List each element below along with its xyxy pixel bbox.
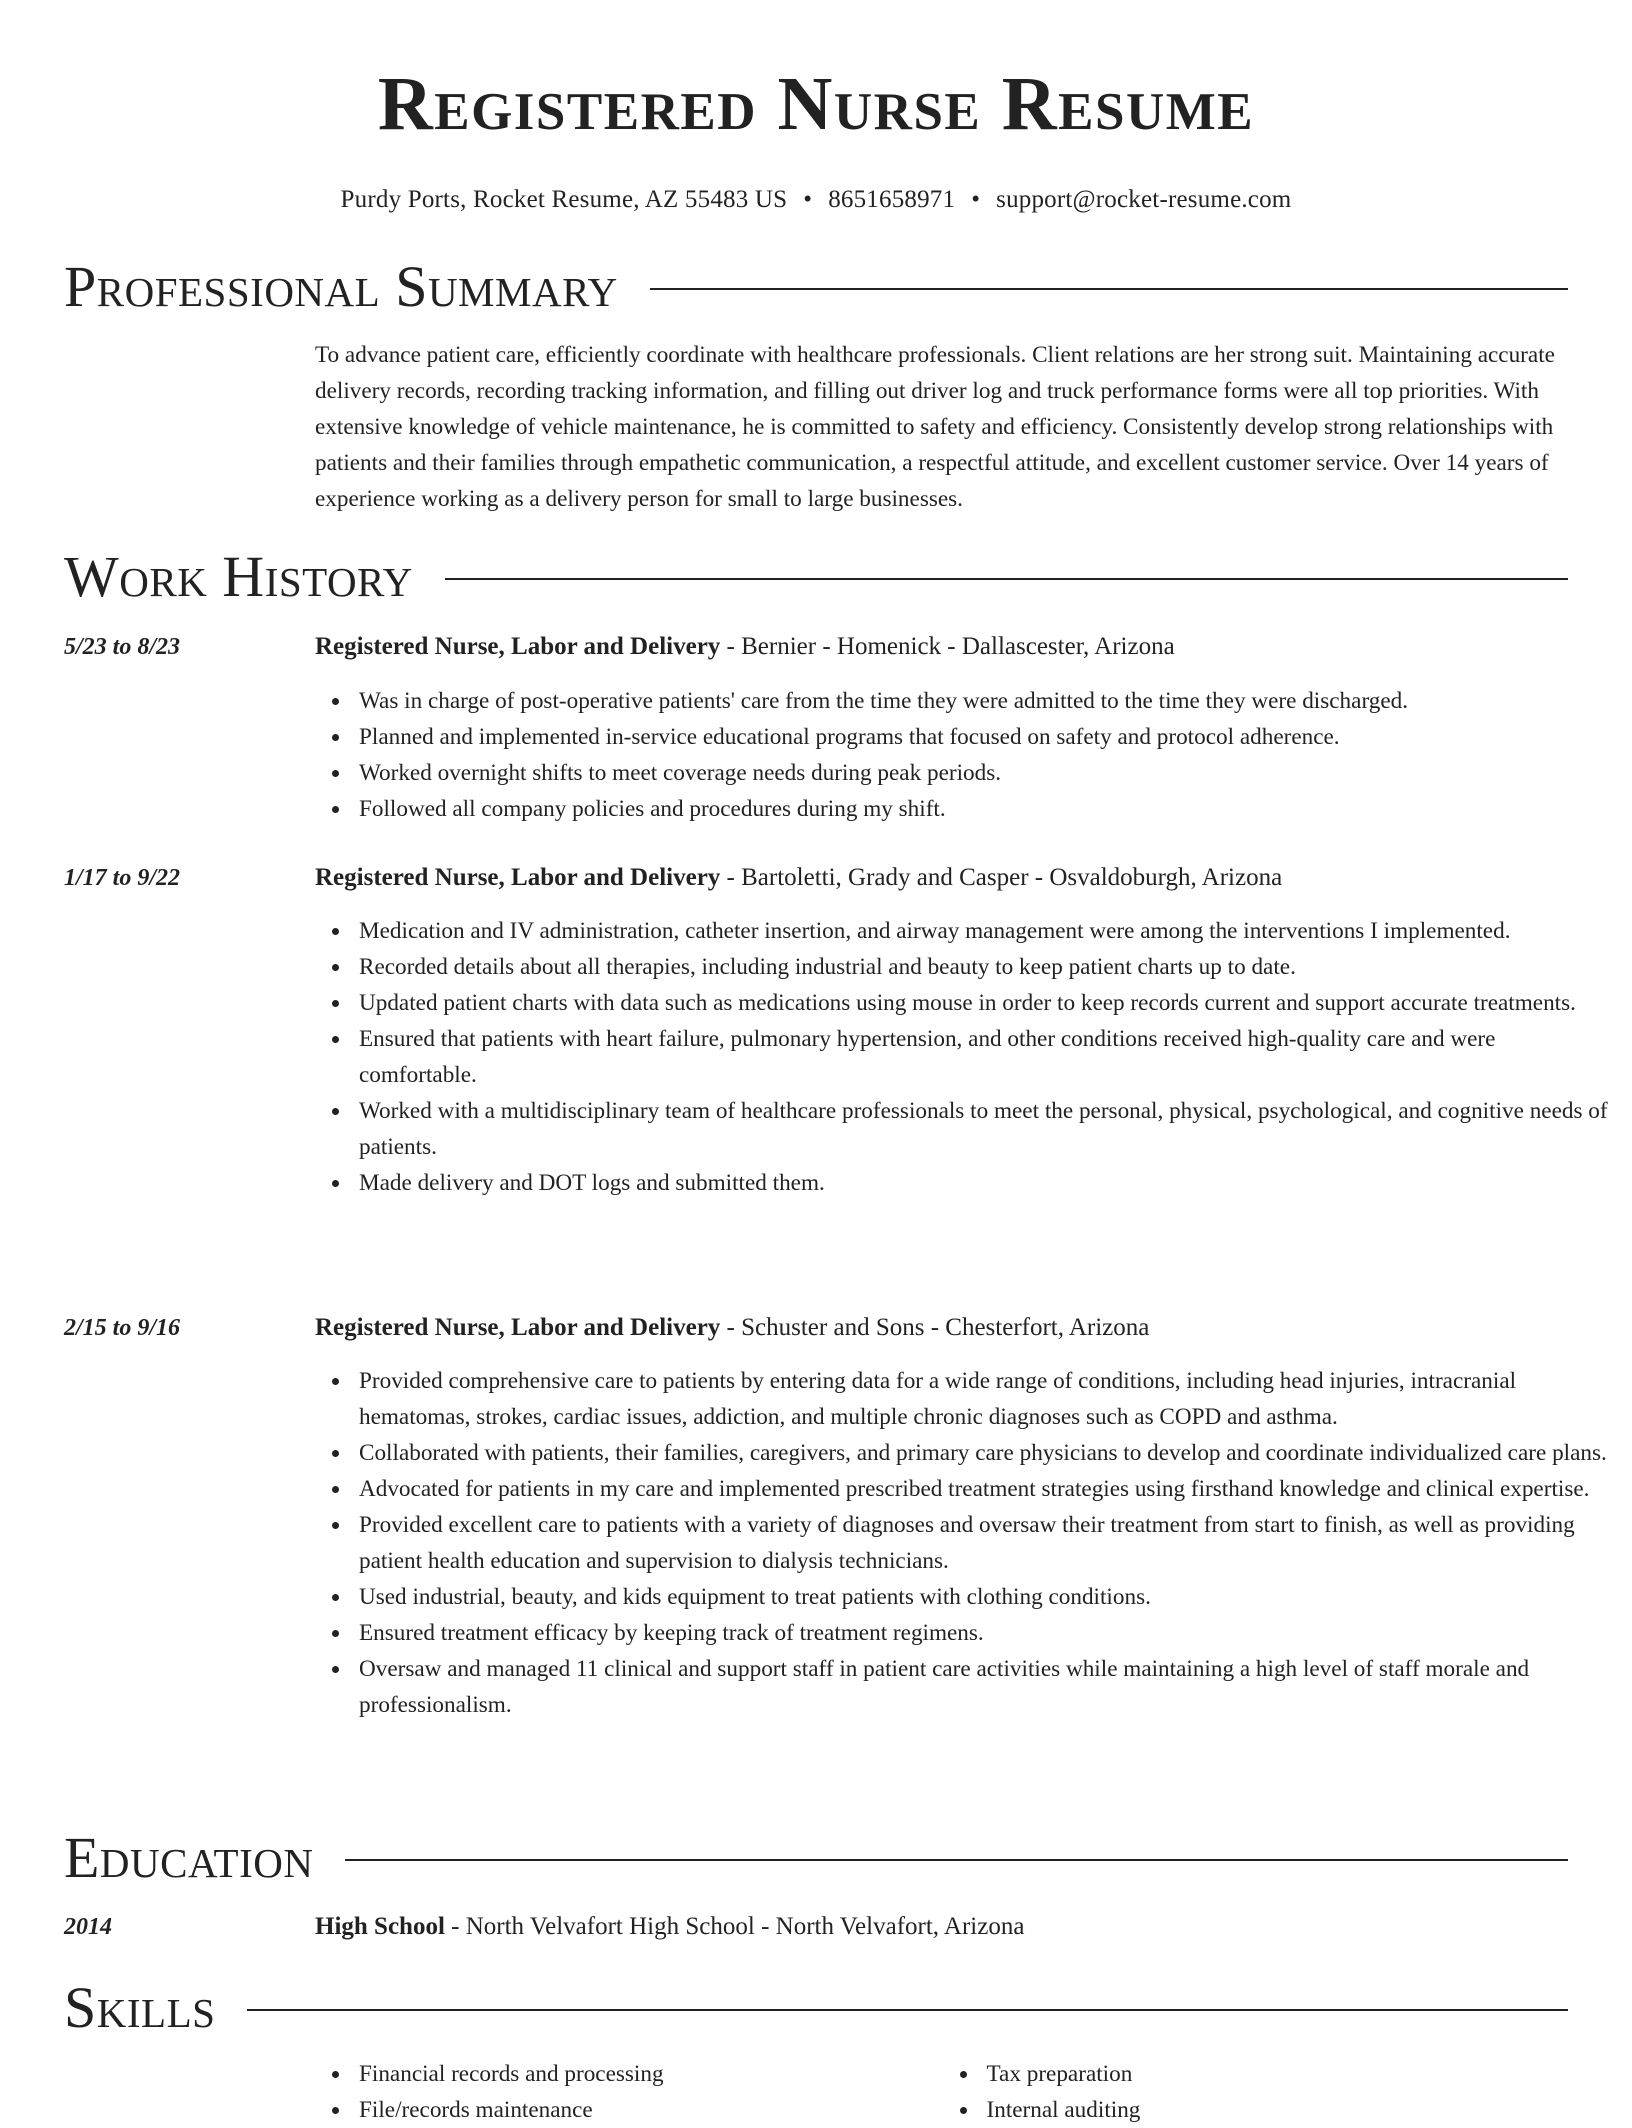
resume-header [0, 58, 1632, 216]
contact-separator: • [803, 186, 813, 213]
list-item: Made delivery and DOT logs and submitted them. [359, 1165, 1614, 1201]
education-year: 2014 [64, 1914, 112, 1940]
list-item: Followed all company policies and procedures during my shift. [359, 791, 1614, 827]
skills-column-left [315, 2056, 943, 2128]
list-item: Financial records and processing [359, 2056, 943, 2092]
job-dates: 1/17 to 9/22 [64, 865, 181, 891]
section-divider [247, 2009, 1568, 2011]
section-divider [345, 1859, 1568, 1861]
education-section-title: Education [64, 1825, 314, 1890]
list-item: Provided comprehensive care to patients by entering data for a wide range of conditions, including head injuries, intracranial hematomas, strokes, cardiac issues, addiction, and multiple chronic diagnoses such as COPD and asthma. [359, 1363, 1614, 1435]
list-item: Planned and implemented in-service educational programs that focused on safety and protocol adherence. [359, 719, 1614, 755]
job-heading [315, 631, 1175, 663]
list-item: Worked overnight shifts to meet coverage needs during peak periods. [359, 755, 1614, 791]
contact-phone: 8651658971 [828, 186, 956, 213]
section-divider [650, 288, 1568, 290]
education-degree: High School [315, 1913, 445, 1940]
work-section-header [64, 542, 1568, 612]
summary-section-header [64, 252, 1568, 322]
list-item: Oversaw and managed 11 clinical and support staff in patient care activities while maintaining a high level of staff morale and professionalism. [359, 1651, 1614, 1723]
job-employer: - Schuster and Sons - Chesterfort, Arizona [720, 1314, 1150, 1341]
list-item: Worked with a multidisciplinary team of healthcare professionals to meet the personal, physical, psychological, and cognitive needs of patients. [359, 1093, 1614, 1165]
education-section-header [64, 1823, 1568, 1893]
job-dates: 2/15 to 9/16 [64, 1315, 181, 1341]
education-heading [315, 1911, 1024, 1943]
job-employer: - Bartoletti, Grady and Casper - Osvaldoburgh, Arizona [720, 864, 1283, 891]
job-bullets [315, 1363, 1614, 1723]
job-employer: - Bernier - Homenick - Dallascester, Arizona [720, 633, 1175, 660]
contact-separator: • [971, 186, 981, 213]
section-divider [445, 578, 1568, 580]
list-item: Internal auditing [987, 2092, 1571, 2128]
skills-section-title: Skills [64, 1975, 216, 2040]
list-item: Ensured treatment efficacy by keeping track of treatment regimens. [359, 1615, 1614, 1651]
list-item: Updated patient charts with data such as medications using mouse in order to keep records current and support accurate treatments. [359, 985, 1614, 1021]
summary-text: To advance patient care, efficiently coordinate with healthcare professionals. Client relations are her strong suit. Maintaining accurate delivery records, recording tracking information, and filling out driver log and truck performance forms were all top priorities. With extensive knowledge of vehicle maintenance, he is committed to safety and efficiency. Consistently develop strong relationships with patients and their families through empathetic communication, a respectful attitude, and excellent customer service. Over 14 years of experience working as a delivery person for small to large businesses. [315, 342, 1555, 512]
resume-title: Registered Nurse Resume [377, 62, 1255, 146]
contact-address: Purdy Ports, Rocket Resume, AZ 55483 US [340, 186, 788, 213]
list-item: Used industrial, beauty, and kids equipment to treat patients with clothing conditions. [359, 1579, 1614, 1615]
list-item: Provided excellent care to patients with a variety of diagnoses and oversaw their treatment from start to finish, as well as providing patient health education and supervision to dialysis technicians. [359, 1507, 1614, 1579]
skills-list [315, 2056, 1570, 2128]
job-dates: 5/23 to 8/23 [64, 634, 181, 660]
job-role: Registered Nurse, Labor and Delivery [315, 864, 721, 891]
job-bullets [315, 913, 1614, 1201]
job-heading [315, 862, 1282, 894]
list-item: File/records maintenance [359, 2092, 943, 2128]
list-item: Was in charge of post-operative patients' care from the time they were admitted to the time they were discharged. [359, 683, 1614, 719]
list-item: Ensured that patients with heart failure, pulmonary hypertension, and other conditions received high-quality care and were comfortable. [359, 1021, 1614, 1093]
summary-section-title: Professional Summary [64, 254, 618, 319]
job-bullets [315, 683, 1614, 827]
contact-email: support@rocket-resume.com [996, 186, 1292, 213]
list-item: Recorded details about all therapies, including industrial and beauty to keep patient charts up to date. [359, 949, 1614, 985]
job-role: Registered Nurse, Labor and Delivery [315, 633, 721, 660]
work-section-title: Work History [64, 544, 413, 609]
list-item: Collaborated with patients, their families, caregivers, and primary care physicians to develop and coordinate individualized care plans. [359, 1435, 1614, 1471]
contact-line [0, 184, 1632, 216]
job-role: Registered Nurse, Labor and Delivery [315, 1314, 721, 1341]
skills-column-right [943, 2056, 1571, 2128]
job-heading [315, 1312, 1149, 1344]
list-item: Medication and IV administration, catheter insertion, and airway management were among the interventions I implemented. [359, 913, 1614, 949]
list-item: Tax preparation [987, 2056, 1571, 2092]
list-item: Advocated for patients in my care and implemented prescribed treatment strategies using firsthand knowledge and clinical expertise. [359, 1471, 1614, 1507]
education-school: - North Velvafort High School - North Velvafort, Arizona [444, 1913, 1025, 1940]
skills-section-header [64, 1973, 1568, 2043]
